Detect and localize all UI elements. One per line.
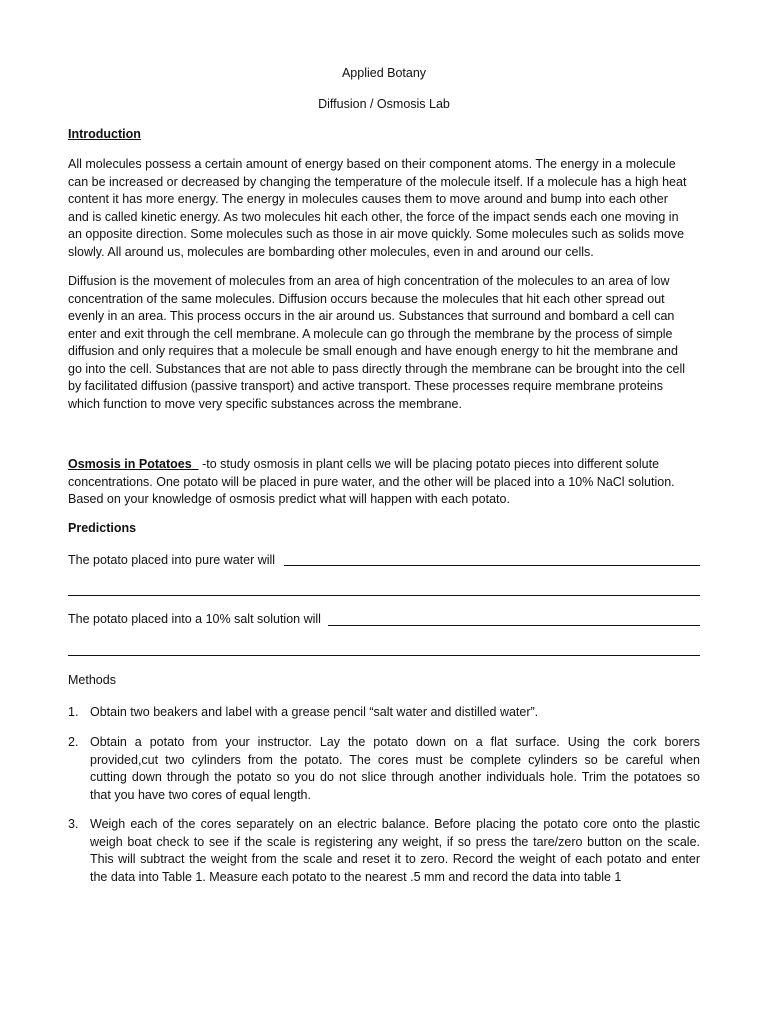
paragraph-line: Diffusion is the movement of molecules from an area of high concentration of the molecules to an area of low: [68, 274, 670, 288]
step-line: This will subtract the weight from the scale and reset it to zero. Record the weight of each potato and enter: [90, 852, 700, 866]
paragraph-line: can be increased or decreased by changing the temperature of the molecule itself. If a molecule has a high heat: [68, 174, 687, 189]
osmosis-line: Based on your knowledge of osmosis predict what will happen with each potato.: [68, 492, 510, 506]
step-number: 3.: [68, 817, 79, 831]
step-text: [90, 816, 700, 886]
course-title: Applied Botany: [341, 66, 427, 80]
step-text: [90, 734, 700, 804]
prediction-answer-line-water-2[interactable]: [68, 595, 700, 596]
paragraph-line: by facilitated diffusion (passive transport) and active transport. These processes require membrane proteins: [68, 379, 663, 393]
osmosis-intro-text: -to study osmosis in plant cells we will be placing potato pieces into different solute: [198, 457, 660, 471]
osmosis-line: concentrations. One potato will be placed in pure water, and the other will be placed into a 10% NaCl solution.: [68, 474, 675, 489]
osmosis-heading: Osmosis in Potatoes: [68, 457, 192, 471]
osmosis-line: [68, 456, 700, 474]
paragraph-line: and is called kinetic energy. As two molecules hit each other, the force of the impact sends each one moving in: [68, 209, 679, 224]
lab-title: Diffusion / Osmosis Lab: [318, 97, 450, 111]
paragraph-line: slowly. All around us, molecules are bombarding other molecules, even in and around our cells.: [68, 244, 594, 259]
paragraph-line: content it has more energy. The energy in molecules causes them to move around and bump into each other: [68, 192, 668, 206]
paragraph-line: concentration of the same molecules. Diffusion occurs because the molecules that hit each other spread out: [68, 291, 665, 306]
step-text: [90, 704, 700, 722]
step-line: that you have two cores of equal length.: [90, 787, 311, 802]
introduction-paragraph-2: [68, 273, 700, 413]
paragraph-line: enter and exit through the cell membrane. A molecule can go through the membrane by the process of simple: [68, 326, 673, 341]
step-line: cutting down through the potato so you do not slice through another individuals hole. Trim the potatoes so: [90, 770, 700, 784]
prediction-answer-line-salt-2[interactable]: [68, 655, 700, 656]
step-number: 1.: [68, 705, 79, 719]
step-line: Obtain a potato from your instructor. Lay the potato down on a flat surface. Using the cork borers: [90, 735, 700, 749]
paragraph-line: evenly in an area. This process occurs in the air around us. Substances that surround and bombard a cell can: [68, 309, 675, 323]
step-line: Obtain two beakers and label with a grease pencil “salt water and distilled water”.: [90, 705, 539, 719]
step-number: 2.: [68, 735, 79, 749]
introduction-paragraph-1: [68, 156, 700, 261]
predictions-heading: Predictions: [68, 521, 137, 535]
osmosis-section: [68, 456, 700, 509]
prediction-answer-line-water[interactable]: [284, 565, 700, 566]
paragraph-line: which function to move very specific substances across the membrane.: [68, 396, 462, 411]
step-line: the data into Table 1. Measure each potato to the nearest .5 mm and record the data into table 1: [90, 869, 622, 884]
prediction-prompt-water: The potato placed into pure water will: [68, 553, 276, 567]
paragraph-line: an opposite direction. Some molecules such as those in air move quickly. Some molecules such as solids move: [68, 227, 685, 241]
paragraph-line: All molecules possess a certain amount of energy based on their component atoms. The energy in a molecule: [68, 157, 676, 171]
step-line: provided,cut two cylinders from the potato. The cores must be complete cylinders so be careful when: [90, 752, 700, 767]
step-line: Weigh each of the cores separately on an electric balance. Before placing the potato core onto the plastic: [90, 817, 700, 831]
paragraph-line: go into the cell. Substances that are not able to pass directly through the membrane can be brought into the cell: [68, 361, 686, 376]
step-line: weigh boat check to see if the scale is registering any weight, if so press the tare/zero button on the scale.: [90, 834, 700, 849]
introduction-heading: Introduction: [68, 127, 141, 141]
prediction-prompt-salt: The potato placed into a 10% salt solution will: [68, 612, 321, 626]
paragraph-line: diffusion and only requires that a molecule be small enough and have enough energy to hit the membrane and: [68, 344, 678, 358]
prediction-answer-line-salt[interactable]: [328, 625, 700, 626]
methods-heading: Methods: [68, 673, 116, 687]
